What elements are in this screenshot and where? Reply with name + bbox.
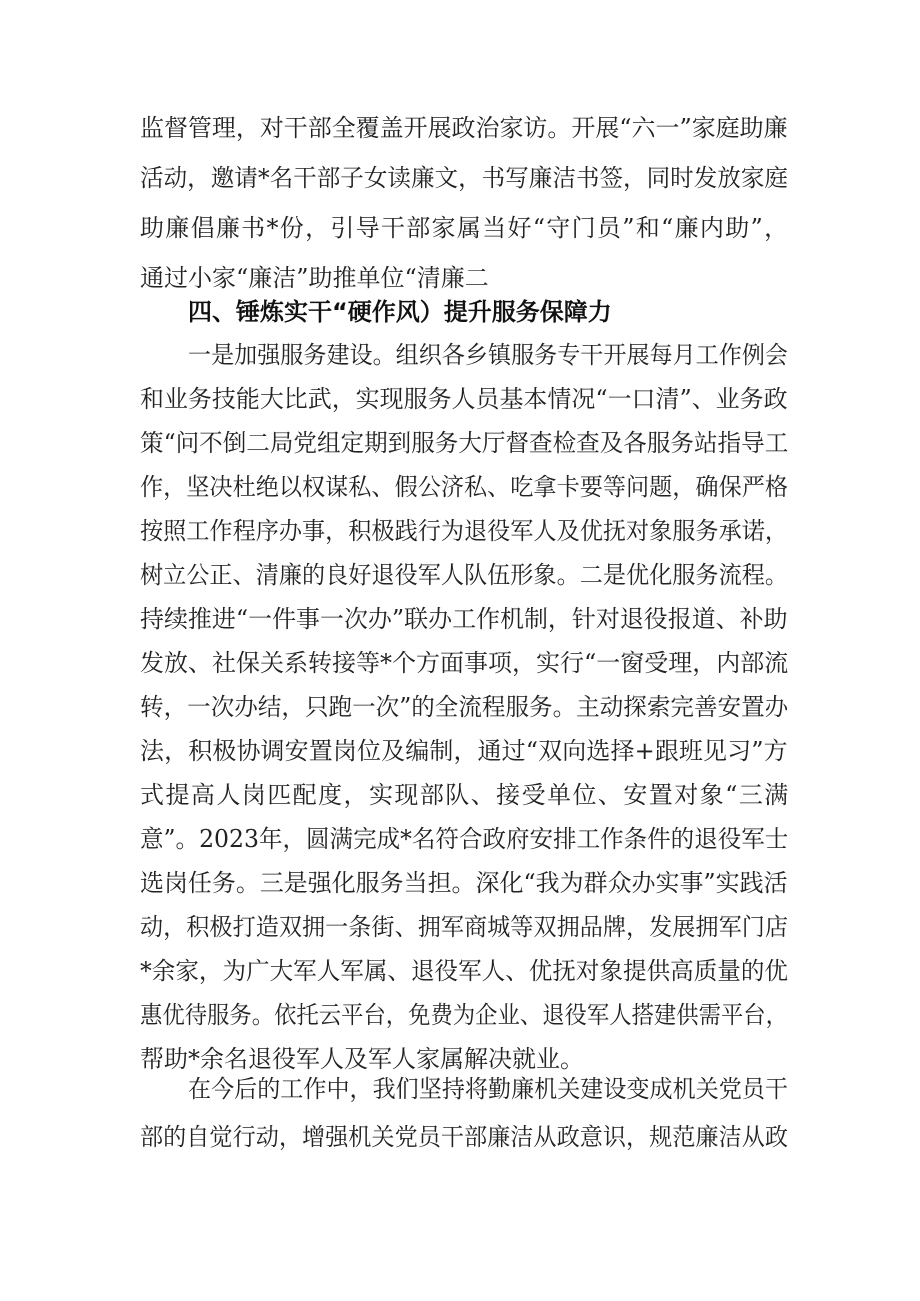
text-line: 按照工作程序办事，积极践行为退役军人及优抚对象服务承诺， bbox=[140, 517, 789, 545]
text-line: 通过小家“廉洁”助推单位“清廉二 bbox=[140, 264, 489, 292]
text-line: 部的自觉行动，增强机关党员干部廉洁从政意识，规范廉洁从政 bbox=[140, 1123, 789, 1151]
text-line: 发放、社保关系转接等*个方面事项，实行“一窗受理，内部流 bbox=[140, 649, 789, 677]
text-line: 法，积极协调安置岗位及编制，通过“双向选择+跟班见习”方 bbox=[140, 737, 788, 765]
text-line: 动，积极打造双拥一条街、拥军商城等双拥品牌，发展拥军门店 bbox=[140, 913, 789, 941]
text-line: *余家，为广大军人军属、退役军人、优抚对象提供高质量的优 bbox=[140, 957, 788, 985]
text-line: 选岗任务。三是强化服务当担。深化“我为群众办实事”实践活 bbox=[140, 869, 788, 897]
text-line: 监督管理，对干部全覆盖开展政治家访。开展“六一”家庭助廉 bbox=[140, 114, 788, 142]
text-line: 活动，邀请*名干部子女读廉文，书写廉洁书签，同时发放家庭 bbox=[140, 164, 788, 192]
text-line: 作，坚决杜绝以权谋私、假公济私、吃拿卡要等问题，确保严格 bbox=[140, 473, 789, 501]
text-line: 帮助*余名退役军人及军人家属解决就业。 bbox=[140, 1045, 584, 1073]
section-heading: 四、锤炼实干“硬作风）提升服务保障力 bbox=[188, 298, 612, 326]
text-line: 意”。2023年，圆满完成*名符合政府安排工作条件的退役军士 bbox=[140, 825, 789, 853]
text-line: 树立公正、清廉的良好退役军人队伍形象。二是优化服务流程。 bbox=[140, 561, 789, 589]
text-line: 助廉倡廉书*份，引导干部家属当好“守门员”和“廉内助”， bbox=[140, 214, 790, 242]
text-line: 一是加强服务建设。组织各乡镇服务专干开展每月工作例会 bbox=[188, 341, 788, 369]
text-line: 策“问不倒二局党组定期到服务大厅督查检查及各服务站指导工 bbox=[140, 429, 789, 457]
text-line: 持续推进“一件事一次办”联办工作机制，针对退役报道、补助 bbox=[140, 605, 788, 633]
text-line: 转，一次办结，只跑一次”的全流程服务。主动探索完善安置办 bbox=[140, 693, 789, 721]
text-line: 和业务技能大比武，实现服务人员基本情况“一口清”、业务政 bbox=[140, 385, 788, 413]
text-line: 在今后的工作中，我们坚持将勤廉机关建设变成机关党员干 bbox=[188, 1075, 788, 1103]
text-line: 惠优待服务。依托云平台，免费为企业、退役军人搭建供需平台， bbox=[140, 1001, 788, 1029]
text-line: 式提高人岗匹配度，实现部队、接受单位、安置对象“三满 bbox=[140, 781, 790, 809]
